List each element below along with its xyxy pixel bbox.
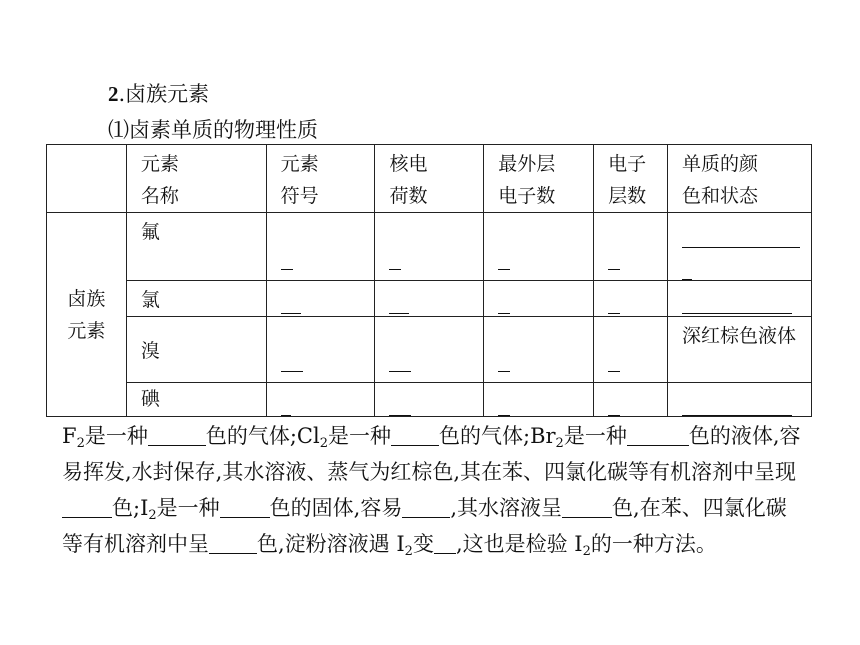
answer-blank [484, 213, 594, 281]
element-name-cell: 碘 [126, 383, 266, 417]
answer-blank [484, 281, 594, 317]
element-name-cell: 氯 [126, 281, 266, 317]
answer-blank [594, 281, 668, 317]
answer-blank [375, 213, 484, 281]
answer-blank [220, 497, 270, 518]
answer-blank [209, 533, 257, 554]
state-cell: 深红棕色液体 [667, 317, 811, 383]
subsection-heading: ⑴卤素单质的物理性质 [108, 118, 318, 142]
header-cell: 最外层 电子数 [484, 145, 594, 213]
element-name-cell: 溴 [126, 317, 266, 383]
table-row [47, 213, 812, 281]
section-heading [108, 78, 209, 108]
header-cell: 电子 层数 [594, 145, 668, 213]
answer-blank [484, 383, 594, 417]
answer-blank [594, 213, 668, 281]
header-cell: 核电 荷数 [375, 145, 484, 213]
section-number: 2 [108, 82, 119, 106]
answer-blank [375, 317, 484, 383]
answer-blank [402, 497, 450, 518]
answer-blank [266, 383, 375, 417]
answer-blank [562, 497, 612, 518]
answer-blank [594, 317, 668, 383]
answer-blank [266, 213, 375, 281]
header-cell: 元素 名称 [126, 145, 266, 213]
answer-blank [667, 281, 811, 317]
answer-blank [148, 425, 206, 446]
section-title: .卤族元素 [118, 82, 210, 106]
answer-blank [266, 281, 375, 317]
answer-blank [62, 497, 112, 518]
header-cell: 单质的颜 色和状态 [667, 145, 811, 213]
element-name-cell: 氟 [126, 213, 266, 281]
answer-blank [484, 317, 594, 383]
fill-in-paragraph: $F_2$是一种 色的气体$;Cl_2$是一种 色的气体$;Br_2$是一种 色的液体,容易挥发,水封保存,其水溶液、蒸气为红棕色,其在苯、四氯化碳等有机溶剂中呈现色$;I_2$是一种 色的固体,容易 ,其水溶液呈 色,在苯、四氯化碳等有机溶剂中呈 色,淀粉溶液遇 $I_2$变 ,这也是检验 $I_2$的一种方法。 [62, 424, 801, 559]
table-row [47, 383, 812, 417]
answer-blank [434, 533, 456, 554]
answer-blank [594, 383, 668, 417]
group-label-cell: 卤族 元素 [47, 213, 127, 417]
state-cell [667, 213, 811, 281]
answer-blank [375, 281, 484, 317]
answer-blank [667, 383, 811, 417]
header-cell-empty [47, 145, 127, 213]
table-header-row [47, 145, 812, 213]
answer-blank [375, 383, 484, 417]
halogen-properties-table [46, 144, 812, 417]
table-row [47, 317, 812, 383]
table-row [47, 281, 812, 317]
header-cell: 元素 符号 [266, 145, 375, 213]
answer-blank [391, 425, 439, 446]
answer-blank [627, 425, 689, 446]
answer-blank [266, 317, 375, 383]
